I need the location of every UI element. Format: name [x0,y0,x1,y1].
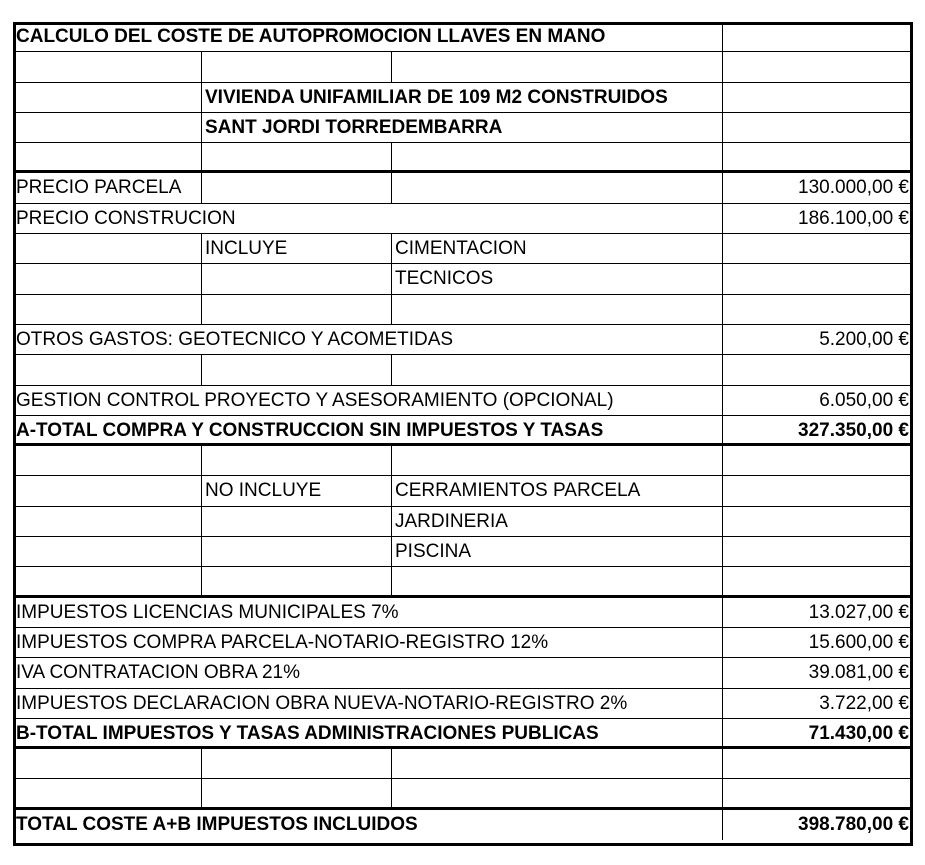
empty-cell[interactable] [392,386,723,415]
title-row [13,22,913,52]
impuesto-value[interactable]: 39.081,00 € [808,662,909,684]
total-b-value[interactable]: 71.430,00 € [808,722,909,744]
empty-row [13,355,913,385]
impuesto-row [13,689,913,719]
empty-cell[interactable] [392,719,723,746]
impuesto-value[interactable]: 15.600,00 € [808,631,909,653]
no-incluye-label[interactable]: NO INCLUYE [202,476,392,505]
incluye-label[interactable]: INCLUYE [202,234,392,263]
empty-cell[interactable] [13,507,202,536]
empty-cell[interactable] [392,113,723,142]
empty-cell[interactable] [202,52,392,81]
empty-row [13,143,913,173]
total-a-row [13,416,913,446]
empty-cell[interactable] [723,779,913,806]
empty-cell[interactable] [13,264,202,293]
empty-cell[interactable] [13,113,202,142]
empty-cell[interactable] [13,295,202,324]
empty-cell[interactable] [392,22,723,51]
empty-cell[interactable] [392,598,723,627]
total-a-value[interactable]: 327.350,00 € [798,419,909,441]
empty-cell[interactable] [13,143,202,170]
construccion-value[interactable]: 186.100,00 € [798,207,909,229]
no-incluye-item[interactable]: PISCINA [392,537,723,566]
sheet-title[interactable]: CALCULO DEL COSTE DE AUTOPROMOCION LLAVES EN MANO [16,26,606,47]
empty-cell[interactable] [392,173,723,202]
empty-cell[interactable] [202,567,392,594]
empty-cell[interactable] [723,355,913,384]
construccion-label[interactable]: PRECIO CONSTRUCION [16,207,236,229]
impuesto-row [13,658,913,688]
empty-row [13,567,913,597]
empty-cell[interactable] [13,52,202,81]
otros-gastos-label[interactable]: OTROS GASTOS: GEOTECNICO Y ACOMETIDAS [16,328,454,350]
empty-cell[interactable] [392,204,723,233]
empty-cell[interactable] [392,749,723,778]
empty-cell[interactable] [392,143,723,170]
total-final-value[interactable]: 398.780,00 € [798,813,909,835]
parcela-label[interactable]: PRECIO PARCELA [13,173,202,202]
empty-row [13,295,913,325]
incluye-row [13,264,913,294]
empty-cell[interactable] [202,295,392,324]
empty-cell[interactable] [392,810,723,840]
empty-cell[interactable] [202,355,392,384]
empty-cell[interactable] [392,658,723,687]
parcela-value[interactable]: 130.000,00 € [798,177,909,199]
empty-cell[interactable] [723,113,913,142]
empty-cell[interactable] [202,779,392,806]
empty-cell[interactable] [202,446,392,475]
empty-cell[interactable] [13,83,202,112]
no-incluye-row [13,507,913,537]
empty-cell[interactable] [202,173,392,202]
empty-cell[interactable] [13,355,202,384]
subtitle-row [13,83,913,113]
subtitle-vivienda[interactable]: VIVIENDA UNIFAMILIAR DE 109 M2 CONSTRUIDOS [205,86,668,108]
gestion-row [13,386,913,416]
empty-cell[interactable] [723,446,913,475]
empty-cell[interactable] [13,537,202,566]
no-incluye-row [13,476,913,506]
empty-cell[interactable] [13,446,202,475]
incluye-row [13,234,913,264]
empty-cell[interactable] [723,143,913,170]
cost-spreadsheet [13,22,913,840]
no-incluye-item[interactable]: JARDINERIA [392,507,723,536]
empty-cell[interactable] [723,507,913,536]
empty-cell[interactable] [392,325,723,354]
empty-cell[interactable] [723,749,913,778]
gestion-value[interactable]: 6.050,00 € [819,389,909,411]
empty-cell[interactable] [723,476,913,505]
impuesto-label[interactable]: IMPUESTOS DECLARACION OBRA NUEVA-NOTARIO-REGISTRO 2% [16,692,628,714]
empty-cell[interactable] [13,779,202,806]
construccion-row [13,204,913,234]
empty-cell[interactable] [13,567,202,594]
incluye-item[interactable]: TECNICOS [392,264,723,293]
empty-cell[interactable] [723,22,913,51]
empty-row [13,52,913,82]
empty-cell[interactable] [202,537,392,566]
impuesto-value[interactable]: 13.027,00 € [808,601,909,623]
total-final-label[interactable]: TOTAL COSTE A+B IMPUESTOS INCLUIDOS [16,813,418,835]
empty-cell[interactable] [723,295,913,324]
empty-cell[interactable] [392,295,723,324]
impuesto-row [13,598,913,628]
total-b-label[interactable]: B-TOTAL IMPUESTOS Y TASAS ADMINISTRACIONES PUBLICAS [16,722,599,744]
total-a-label[interactable]: A-TOTAL COMPRA Y CONSTRUCCION SIN IMPUESTOS Y TASAS [16,419,604,441]
empty-cell[interactable] [13,476,202,505]
empty-cell[interactable] [202,507,392,536]
impuesto-row [13,628,913,658]
no-incluye-row [13,537,913,567]
empty-cell[interactable] [392,446,723,475]
impuesto-value[interactable]: 3.722,00 € [819,692,909,714]
empty-cell[interactable] [723,83,913,112]
empty-row [13,446,913,476]
empty-cell[interactable] [723,234,913,263]
empty-cell[interactable] [392,689,723,718]
empty-cell[interactable] [202,264,392,293]
no-incluye-item[interactable]: CERRAMIENTOS PARCELA [392,476,723,505]
empty-cell[interactable] [202,749,392,778]
incluye-item[interactable]: CIMENTACION [392,234,723,263]
empty-cell[interactable] [392,355,723,384]
empty-cell[interactable] [392,779,723,806]
subtitle-location[interactable]: SANT JORDI TORREDEMBARRA [205,116,503,138]
empty-cell[interactable] [392,416,723,443]
empty-cell[interactable] [723,567,913,594]
empty-row [13,779,913,809]
total-final-row [13,810,913,840]
empty-cell[interactable] [723,52,913,81]
empty-cell[interactable] [202,143,392,170]
empty-cell[interactable] [723,537,913,566]
empty-cell[interactable] [392,567,723,594]
empty-cell[interactable] [13,749,202,778]
empty-cell[interactable] [13,234,202,263]
empty-cell[interactable] [392,628,723,657]
otros-gastos-value[interactable]: 5.200,00 € [819,328,909,350]
empty-cell[interactable] [723,264,913,293]
parcela-row [13,173,913,203]
subtitle-row [13,113,913,143]
impuesto-label[interactable]: IVA CONTRATACION OBRA 21% [16,662,301,684]
empty-cell[interactable] [392,83,723,112]
empty-row [13,749,913,779]
impuesto-label[interactable]: IMPUESTOS LICENCIAS MUNICIPALES 7% [16,601,399,623]
empty-cell[interactable] [392,52,723,81]
total-b-row [13,719,913,749]
otros-gastos-row [13,325,913,355]
impuesto-label[interactable]: IMPUESTOS COMPRA PARCELA-NOTARIO-REGISTRO 12% [16,631,549,653]
gestion-label[interactable]: GESTION CONTROL PROYECTO Y ASESORAMIENTO (OPCIONAL) [16,389,614,411]
